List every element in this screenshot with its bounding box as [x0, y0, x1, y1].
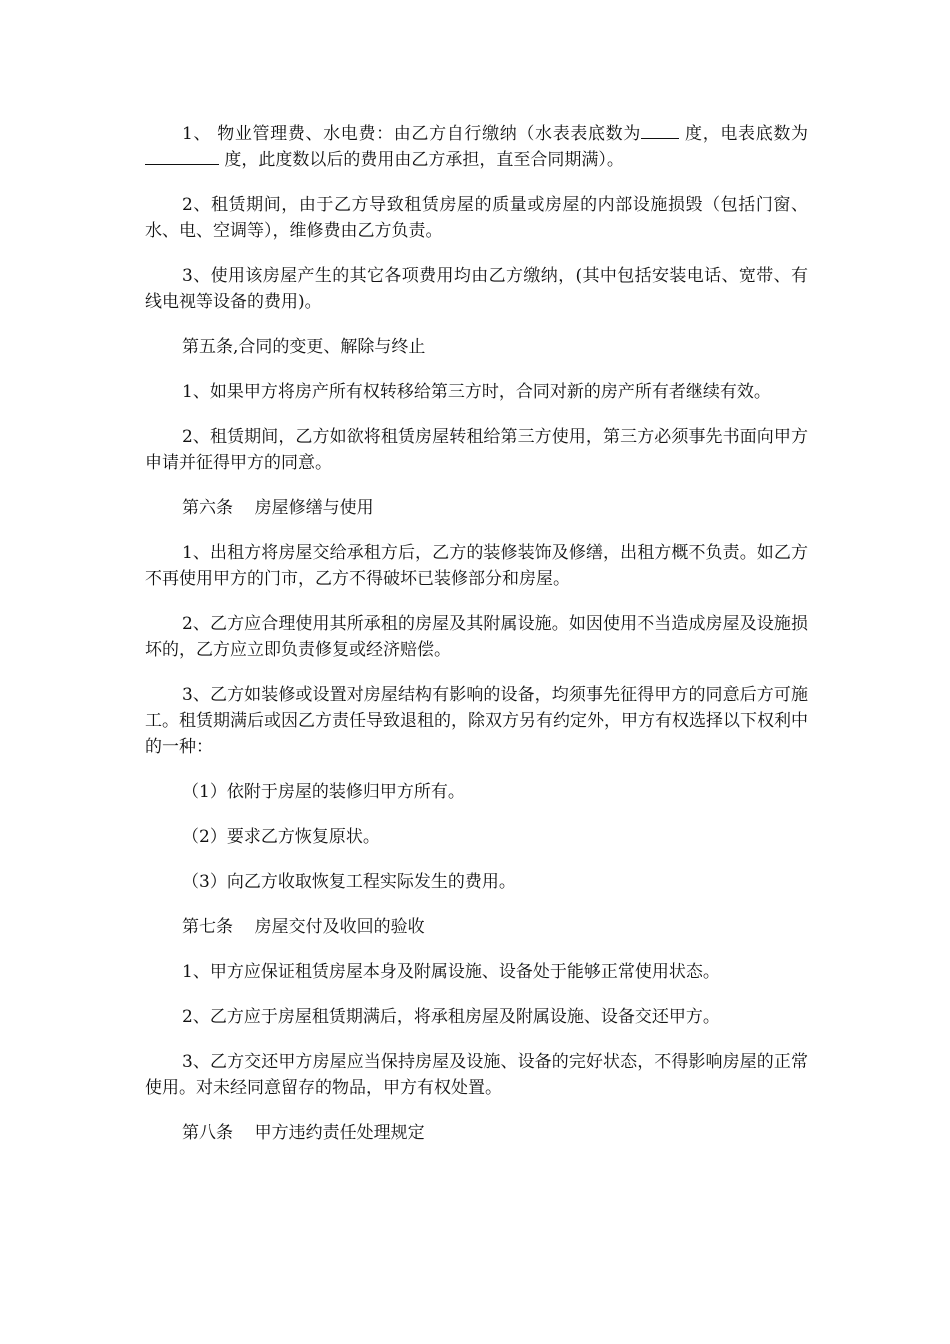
clause-6-item-3: 3、乙方如装修或设置对房屋结构有影响的设备，均须事先征得甲方的同意后方可施工。租赁期满后或因乙方责任导致退租的，除双方另有约定外，甲方有权选择以下权利中的一种：	[145, 685, 808, 757]
clause-6-option-3: （3）向乙方收取恢复工程实际发生的费用。	[182, 872, 516, 892]
clause-5-heading: 第五条,合同的变更、解除与终止	[182, 337, 426, 357]
electric-meter-blank	[145, 147, 219, 165]
clause-4-item-1-text-a: 1、 物业管理费、水电费：由乙方自行缴纳（水表表底数为	[182, 124, 641, 144]
clause-4-item-1-text-b: 度，电表底数为	[679, 124, 809, 144]
clause-4-item-2: 2、租赁期间，由于乙方导致租赁房屋的质量或房屋的内部设施损毁（包括门窗、水、电、空调等），维修费由乙方负责。	[145, 195, 808, 241]
clause-7-item-3: 3、乙方交还甲方房屋应当保持房屋及设施、设备的完好状态，不得影响房屋的正常使用。对未经同意留存的物品，甲方有权处置。	[145, 1052, 808, 1098]
clause-5-item-1: 1、如果甲方将房产所有权转移给第三方时，合同对新的房产所有者继续有效。	[182, 382, 771, 402]
clause-6-item-1: 1、出租方将房屋交给承租方后，乙方的装修装饰及修缮，出租方概不负责。如乙方不再使用甲方的门市，乙方不得破坏已装修部分和房屋。	[145, 543, 808, 589]
clause-8-heading: 第八条 甲方违约责任处理规定	[182, 1123, 425, 1143]
clause-4-item-1-text-c: 度，此度数以后的费用由乙方承担，直至合同期满）。	[219, 150, 624, 170]
water-meter-blank	[641, 121, 679, 139]
clause-6-item-2: 2、乙方应合理使用其所承租的房屋及其附属设施。如因使用不当造成房屋及设施损坏的，乙方应立即负责修复或经济赔偿。	[145, 614, 808, 660]
clause-6-heading: 第六条 房屋修缮与使用	[182, 498, 374, 518]
clause-6-option-2: （2）要求乙方恢复原状。	[182, 827, 380, 847]
clause-4-item-1	[145, 121, 808, 173]
clause-4-item-3: 3、使用该房屋产生的其它各项费用均由乙方缴纳，(其中包括安装电话、宽带、有线电视等设备的费用)。	[145, 266, 808, 312]
clause-7-heading: 第七条 房屋交付及收回的验收	[182, 917, 425, 937]
clause-6-option-1: （1）依附于房屋的装修归甲方所有。	[182, 782, 465, 802]
clause-7-item-2: 2、乙方应于房屋租赁期满后，将承租房屋及附属设施、设备交还甲方。	[182, 1007, 720, 1027]
clause-5-item-2: 2、租赁期间，乙方如欲将租赁房屋转租给第三方使用，第三方必须事先书面向甲方申请并征得甲方的同意。	[145, 427, 808, 473]
clause-7-item-1: 1、甲方应保证租赁房屋本身及附属设施、设备处于能够正常使用状态。	[182, 962, 720, 982]
